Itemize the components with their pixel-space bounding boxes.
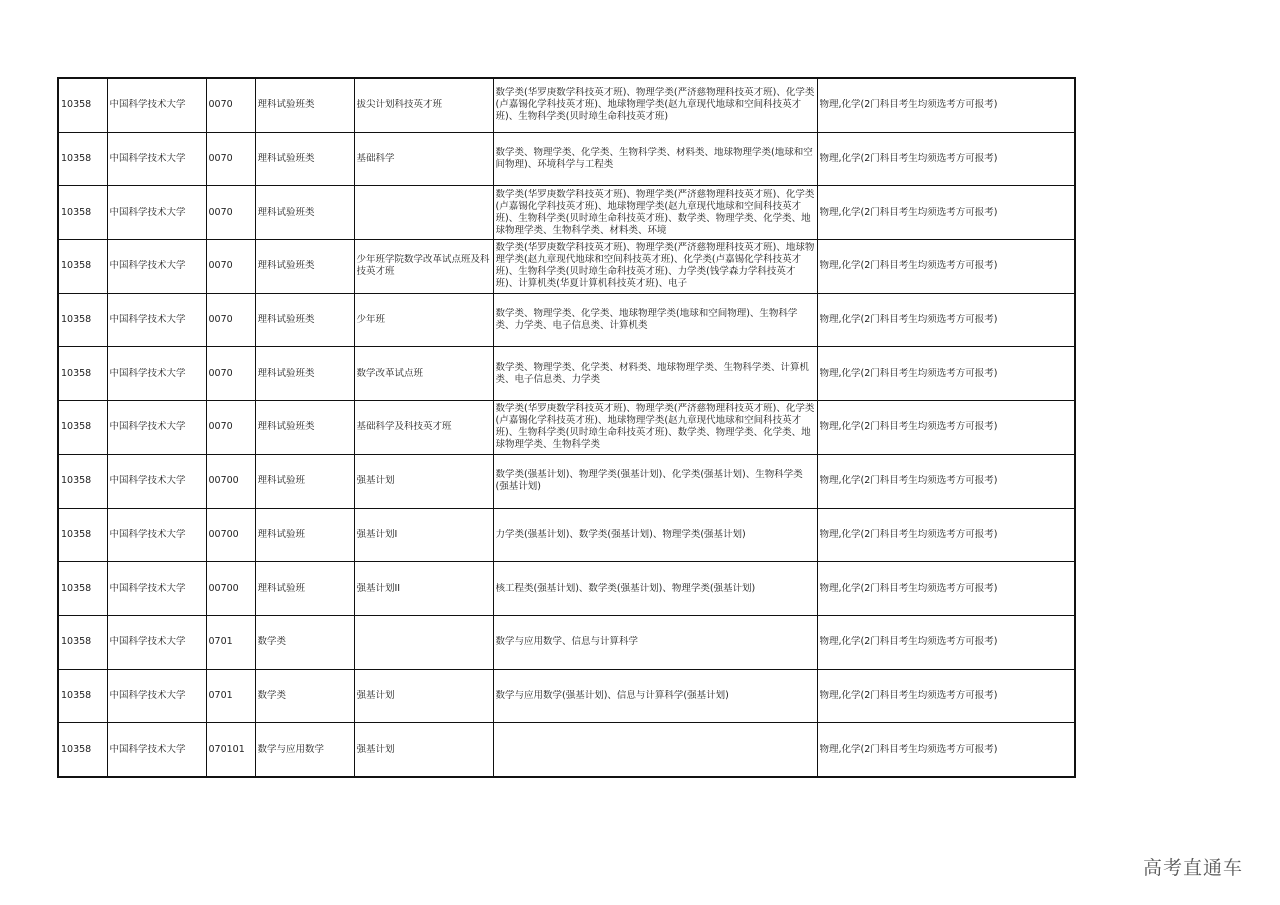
major-code-cell-text: 00700: [208, 528, 239, 540]
major-code-cell: [206, 240, 255, 294]
major-category-cell-text: 数学类: [257, 636, 287, 648]
major-category-cell: [255, 401, 354, 455]
subject-requirement-cell-text: 物理,化学(2门科目考生均须选考方可报考): [819, 636, 998, 648]
subject-requirement-cell: [817, 723, 1075, 777]
included-majors-cell-text: 数学类、物理学类、化学类、生物科学类、材料类、地球物理学类(地球和空间物理)、环境科学与工程类: [495, 147, 813, 171]
major-code-cell: [206, 669, 255, 723]
major-code-cell: [206, 78, 255, 132]
class-name-cell-text: 强基计划: [356, 743, 395, 755]
included-majors-cell: [493, 669, 817, 723]
subject-requirement-cell-text: 物理,化学(2门科目考生均须选考方可报考): [819, 743, 998, 755]
school-name-cell: [107, 240, 206, 294]
school-code-cell-text: 10358: [61, 260, 92, 272]
class-name-cell: [354, 240, 493, 294]
subject-requirement-cell: [817, 401, 1075, 455]
subject-requirement-cell: [817, 562, 1075, 616]
class-name-cell: [354, 293, 493, 347]
included-majors-cell: [493, 293, 817, 347]
major-code-cell: [206, 723, 255, 777]
subject-requirement-cell: [817, 293, 1075, 347]
major-category-cell: [255, 454, 354, 508]
class-name-cell: [354, 562, 493, 616]
included-majors-cell-text: 核工程类(强基计划)、数学类(强基计划)、物理学类(强基计划): [495, 582, 756, 594]
major-category-cell-text: 理科试验班: [257, 582, 306, 594]
major-category-cell-text: 理科试验班类: [257, 153, 315, 165]
class-name-cell-text: 数学改革试点班: [356, 367, 424, 379]
major-code-cell: [206, 615, 255, 669]
school-code-cell-text: 10358: [61, 421, 92, 433]
table-row: [58, 454, 1075, 508]
major-category-cell: [255, 669, 354, 723]
school-name-cell: [107, 615, 206, 669]
table-row: [58, 293, 1075, 347]
subject-requirement-cell: [817, 186, 1075, 240]
major-category-cell-text: 理科试验班类: [257, 206, 315, 218]
class-name-cell: [354, 78, 493, 132]
school-code-cell-text: 10358: [61, 367, 92, 379]
school-name-cell: [107, 78, 206, 132]
school-name-cell: [107, 508, 206, 562]
subject-requirement-cell-text: 物理,化学(2门科目考生均须选考方可报考): [819, 421, 998, 433]
included-majors-cell: [493, 401, 817, 455]
included-majors-cell: [493, 186, 817, 240]
school-code-cell-text: 10358: [61, 743, 92, 755]
major-category-cell: [255, 186, 354, 240]
school-code-cell: [58, 293, 107, 347]
major-code-cell: [206, 293, 255, 347]
school-name-cell-text: 中国科学技术大学: [109, 99, 186, 111]
school-code-cell: [58, 78, 107, 132]
school-code-cell-text: 10358: [61, 528, 92, 540]
school-name-cell: [107, 186, 206, 240]
subject-requirement-cell-text: 物理,化学(2门科目考生均须选考方可报考): [819, 689, 998, 701]
school-name-cell-text: 中国科学技术大学: [109, 475, 186, 487]
major-code-cell-text: 0070: [208, 314, 233, 326]
table-body: [58, 78, 1075, 777]
included-majors-cell: [493, 240, 817, 294]
major-code-cell-text: 0070: [208, 367, 233, 379]
table-row: [58, 723, 1075, 777]
major-code-cell-text: 00700: [208, 475, 239, 487]
major-category-cell: [255, 615, 354, 669]
included-majors-cell: [493, 723, 817, 777]
school-code-cell: [58, 132, 107, 186]
included-majors-cell-text: 数学类、物理学类、化学类、地球物理学类(地球和空间物理)、生物科学类、力学类、电子信息类、计算机类: [495, 308, 798, 332]
school-name-cell-text: 中国科学技术大学: [109, 153, 186, 165]
subject-requirement-cell-text: 物理,化学(2门科目考生均须选考方可报考): [819, 475, 998, 487]
subject-requirement-cell-text: 物理,化学(2门科目考生均须选考方可报考): [819, 153, 998, 165]
school-code-cell-text: 10358: [61, 206, 92, 218]
school-code-cell: [58, 562, 107, 616]
school-name-cell: [107, 723, 206, 777]
major-code-cell-text: 0070: [208, 153, 233, 165]
included-majors-cell-text: 数学类(华罗庚数学科技英才班)、物理学类(严济慈物理科技英才班)、化学类(卢嘉锡化学科技英才班)、地球物理学类(赵九章现代地球和空间科技英才班)、生物科学类(贝时璋生命科技英才班)、数学类、物理学类、化学类、地球物理学类、生物科学类: [495, 403, 815, 451]
class-name-cell: [354, 723, 493, 777]
included-majors-cell: [493, 347, 817, 401]
major-category-cell-text: 数学与应用数学: [257, 743, 325, 755]
school-code-cell: [58, 508, 107, 562]
school-code-cell: [58, 401, 107, 455]
school-code-cell-text: 10358: [61, 636, 92, 648]
watermark-text: 高考直通车: [1143, 857, 1244, 879]
subject-requirement-cell: [817, 669, 1075, 723]
table-row: [58, 615, 1075, 669]
class-name-cell-text: 基础科学: [356, 153, 395, 165]
table-row: [58, 186, 1075, 240]
table-row: [58, 562, 1075, 616]
school-name-cell: [107, 132, 206, 186]
school-name-cell-text: 中国科学技术大学: [109, 636, 186, 648]
included-majors-cell-text: 数学与应用数学(强基计划)、信息与计算科学(强基计划): [495, 689, 729, 701]
major-code-cell: [206, 562, 255, 616]
major-code-cell: [206, 347, 255, 401]
subject-requirement-cell-text: 物理,化学(2门科目考生均须选考方可报考): [819, 314, 998, 326]
major-category-cell-text: 理科试验班: [257, 528, 306, 540]
major-category-cell: [255, 508, 354, 562]
major-category-cell-text: 理科试验班类: [257, 260, 315, 272]
class-name-cell: [354, 454, 493, 508]
subject-requirement-cell-text: 物理,化学(2门科目考生均须选考方可报考): [819, 528, 998, 540]
class-name-cell: [354, 132, 493, 186]
table-row: [58, 401, 1075, 455]
major-code-cell: [206, 508, 255, 562]
class-name-cell: [354, 669, 493, 723]
class-name-cell-text: 强基计划: [356, 475, 395, 487]
class-name-cell: [354, 186, 493, 240]
school-code-cell-text: 10358: [61, 153, 92, 165]
included-majors-cell-text: 数学类(强基计划)、物理学类(强基计划)、化学类(强基计划)、生物科学类(强基计划): [495, 469, 803, 493]
school-name-cell-text: 中国科学技术大学: [109, 421, 186, 433]
school-name-cell-text: 中国科学技术大学: [109, 528, 186, 540]
school-name-cell: [107, 669, 206, 723]
table-row: [58, 132, 1075, 186]
school-code-cell-text: 10358: [61, 582, 92, 594]
school-name-cell-text: 中国科学技术大学: [109, 367, 186, 379]
table-row: [58, 347, 1075, 401]
included-majors-cell-text: 力学类(强基计划)、数学类(强基计划)、物理学类(强基计划): [495, 528, 746, 540]
major-category-cell: [255, 78, 354, 132]
major-code-cell: [206, 132, 255, 186]
school-code-cell-text: 10358: [61, 99, 92, 111]
school-code-cell: [58, 615, 107, 669]
school-name-cell-text: 中国科学技术大学: [109, 582, 186, 594]
major-code-cell-text: 0701: [208, 636, 233, 648]
subject-requirement-cell-text: 物理,化学(2门科目考生均须选考方可报考): [819, 206, 998, 218]
included-majors-cell: [493, 615, 817, 669]
class-name-cell-text: 强基计划I: [356, 528, 398, 540]
subject-requirement-cell: [817, 347, 1075, 401]
included-majors-cell: [493, 78, 817, 132]
class-name-cell-text: 强基计划II: [356, 582, 401, 594]
school-name-cell-text: 中国科学技术大学: [109, 743, 186, 755]
subject-requirement-cell-text: 物理,化学(2门科目考生均须选考方可报考): [819, 99, 998, 111]
major-category-cell-text: 理科试验班类: [257, 314, 315, 326]
school-name-cell: [107, 347, 206, 401]
major-code-cell-text: 070101: [208, 743, 245, 755]
major-category-cell: [255, 293, 354, 347]
major-category-cell-text: 理科试验班类: [257, 99, 315, 111]
major-category-cell-text: 数学类: [257, 689, 287, 701]
included-majors-cell-text: 数学类(华罗庚数学科技英才班)、物理学类(严济慈物理科技英才班)、化学类(卢嘉锡化学科技英才班)、地球物理学类(赵九章现代地球和空间科技英才班)、生物科学类(贝时璋生命科技英才班)、数学类、物理学类、化学类、地球物理学类、生物科学类、材料类、环境: [495, 188, 815, 236]
major-category-cell: [255, 723, 354, 777]
major-category-cell-text: 理科试验班: [257, 475, 306, 487]
class-name-cell-text: 强基计划: [356, 689, 395, 701]
included-majors-cell: [493, 132, 817, 186]
class-name-cell-text: 少年班学院数学改革试点班及科技英才班: [356, 254, 490, 278]
school-code-cell-text: 10358: [61, 689, 92, 701]
subject-requirement-cell: [817, 615, 1075, 669]
school-name-cell-text: 中国科学技术大学: [109, 314, 186, 326]
class-name-cell: [354, 615, 493, 669]
school-name-cell: [107, 401, 206, 455]
school-code-cell-text: 10358: [61, 314, 92, 326]
subject-requirement-cell: [817, 454, 1075, 508]
major-category-cell: [255, 562, 354, 616]
subject-requirement-cell-text: 物理,化学(2门科目考生均须选考方可报考): [819, 367, 998, 379]
major-code-cell-text: 0070: [208, 260, 233, 272]
major-category-cell-text: 理科试验班类: [257, 421, 315, 433]
major-code-cell-text: 0070: [208, 421, 233, 433]
major-category-cell: [255, 347, 354, 401]
subject-requirement-cell-text: 物理,化学(2门科目考生均须选考方可报考): [819, 260, 998, 272]
major-category-cell-text: 理科试验班类: [257, 367, 315, 379]
school-name-cell-text: 中国科学技术大学: [109, 260, 186, 272]
major-code-cell-text: 0701: [208, 689, 233, 701]
class-name-cell-text: 基础科学及科技英才班: [356, 421, 452, 433]
school-name-cell-text: 中国科学技术大学: [109, 206, 186, 218]
included-majors-cell: [493, 562, 817, 616]
included-majors-cell-text: 数学类(华罗庚数学科技英才班)、物理学类(严济慈物理科技英才班)、化学类(卢嘉锡化学科技英才班)、地球物理学类(赵九章现代地球和空间科技英才班)、生物科学类(贝时璋生命科技英才班): [495, 87, 815, 123]
school-code-cell: [58, 723, 107, 777]
included-majors-cell: [493, 508, 817, 562]
school-name-cell-text: 中国科学技术大学: [109, 689, 186, 701]
school-name-cell: [107, 454, 206, 508]
class-name-cell: [354, 401, 493, 455]
major-code-cell: [206, 401, 255, 455]
class-name-cell: [354, 347, 493, 401]
subject-requirement-cell: [817, 508, 1075, 562]
enrollment-table: [57, 77, 1076, 778]
major-code-cell: [206, 454, 255, 508]
school-code-cell: [58, 186, 107, 240]
table-row: [58, 240, 1075, 294]
class-name-cell: [354, 508, 493, 562]
included-majors-cell-text: 数学类(华罗庚数学科技英才班)、物理学类(严济慈物理科技英才班)、地球物理学类(赵九章现代地球和空间科技英才班)、化学类(卢嘉锡化学科技英才班)、生物科学类(贝时璋生命科技英才班)、力学类(钱学森力学科技英才班)、计算机类(华夏计算机科技英才班)、电子: [495, 242, 815, 290]
major-category-cell: [255, 240, 354, 294]
subject-requirement-cell: [817, 78, 1075, 132]
included-majors-cell-text: 数学与应用数学、信息与计算科学: [495, 636, 639, 648]
major-code-cell: [206, 186, 255, 240]
class-name-cell-text: 拔尖计划科技英才班: [356, 99, 443, 111]
subject-requirement-cell: [817, 240, 1075, 294]
school-code-cell: [58, 240, 107, 294]
school-name-cell: [107, 293, 206, 347]
class-name-cell-text: 少年班: [356, 314, 386, 326]
school-code-cell: [58, 669, 107, 723]
school-name-cell: [107, 562, 206, 616]
major-code-cell-text: 00700: [208, 582, 239, 594]
major-code-cell-text: 0070: [208, 99, 233, 111]
school-code-cell-text: 10358: [61, 475, 92, 487]
included-majors-cell-text: 数学类、物理学类、化学类、材料类、地球物理学类、生物科学类、计算机类、电子信息类、力学类: [495, 361, 810, 385]
table-row: [58, 669, 1075, 723]
subject-requirement-cell: [817, 132, 1075, 186]
school-code-cell: [58, 347, 107, 401]
major-code-cell-text: 0070: [208, 206, 233, 218]
school-code-cell: [58, 454, 107, 508]
table-row: [58, 78, 1075, 132]
table-row: [58, 508, 1075, 562]
included-majors-cell: [493, 454, 817, 508]
subject-requirement-cell-text: 物理,化学(2门科目考生均须选考方可报考): [819, 582, 998, 594]
major-category-cell: [255, 132, 354, 186]
